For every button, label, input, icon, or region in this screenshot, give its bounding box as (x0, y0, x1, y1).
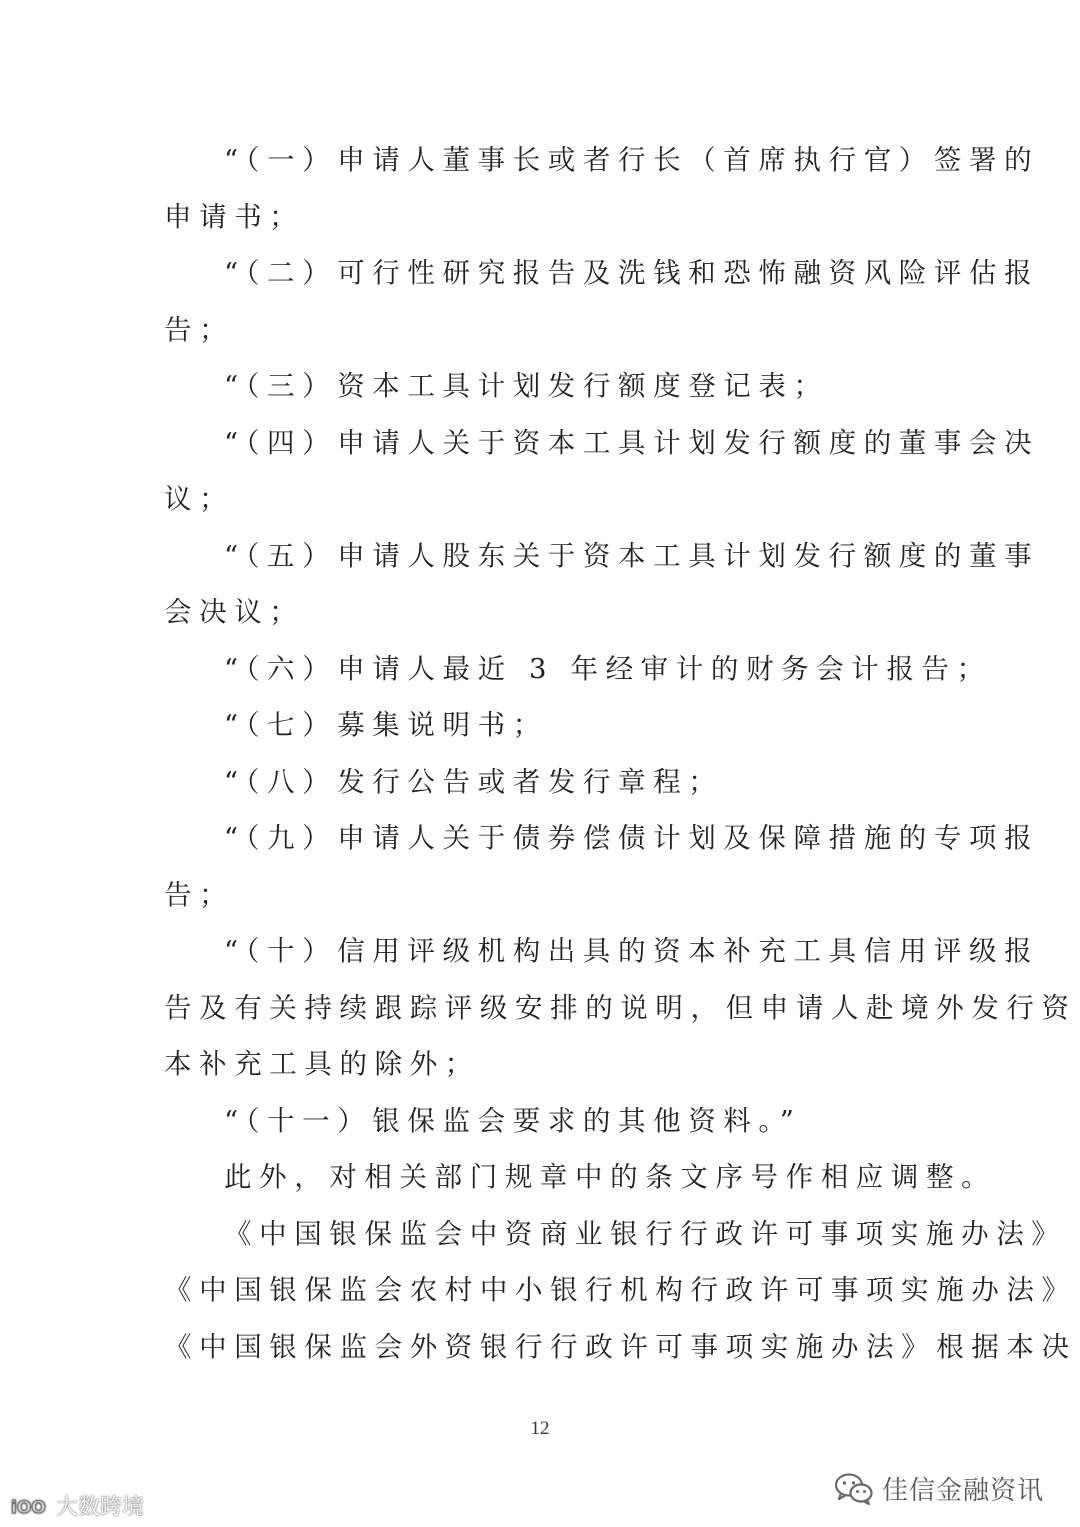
paragraph-line: “（一）申请人董事长或者行长（首席执行官）签署的 (224, 144, 1040, 176)
paragraph-line: 《中国银保监会农村中小银行机构行政许可事项实施办法》 (164, 1274, 1077, 1306)
document-body (164, 132, 1077, 1375)
paragraph-line: “（八）发行公告或者发行章程； (224, 765, 724, 798)
paragraph-line: 告； (164, 313, 235, 346)
paragraph-line: 《中国银保监会外资银行行政许可事项实施办法》根据本决 (164, 1330, 1077, 1363)
paragraph-line: 议； (164, 483, 235, 515)
paragraph-line: 此外，对相关部门规章中的条文序号作相应调整。 (224, 1161, 997, 1193)
paragraph-line: “（六）申请人最近 3 年经审计的财务会计报告； (224, 652, 992, 685)
watermark-right (834, 1470, 1044, 1507)
paragraph-line: “（九）申请人关于债券偿债计划及保障措施的专项报 (224, 822, 1040, 854)
paragraph-line: “（二）可行性研究报告及洗钱和恐怖融资风险评估报 (224, 257, 1040, 289)
svg-text:iOO: iOO (11, 1497, 46, 1518)
paragraph-line: 告及有关持续跟踪评级安排的说明，但申请人赴境外发行资 (164, 991, 1077, 1024)
paragraph-line: “（十一）银保监会要求的其他资料。” (224, 1104, 802, 1137)
paragraph-line: “（七）募集说明书； (224, 709, 548, 741)
paragraph-line: 本补充工具的除外； (164, 1048, 480, 1080)
wechat-icon (834, 1472, 874, 1506)
paragraph-line: 申请书； (164, 200, 305, 233)
page-number: 12 (530, 1418, 550, 1439)
paragraph-line: 《中国银保监会中资商业银行行政许可事项实施办法》 (224, 1217, 1067, 1250)
paragraph-line: “（五）申请人股东关于资本工具计划发行额度的董事 (224, 539, 1040, 572)
brand-logo-icon (10, 1493, 52, 1519)
watermark-right-text: 佳信金融资讯 (881, 1476, 1044, 1506)
watermark-left-text: 大数跨境 (56, 1495, 145, 1520)
watermark-left (10, 1490, 144, 1521)
paragraph-line: 告； (164, 878, 235, 911)
paragraph-line: “（三）资本工具计划发行额度登记表； (224, 370, 829, 402)
paragraph-line: 会决议； (164, 596, 305, 628)
paragraph-line: “（四）申请人关于资本工具计划发行额度的董事会决 (224, 426, 1040, 459)
paragraph-line: “（十）信用评级机构出具的资本补充工具信用评级报 (224, 935, 1040, 967)
